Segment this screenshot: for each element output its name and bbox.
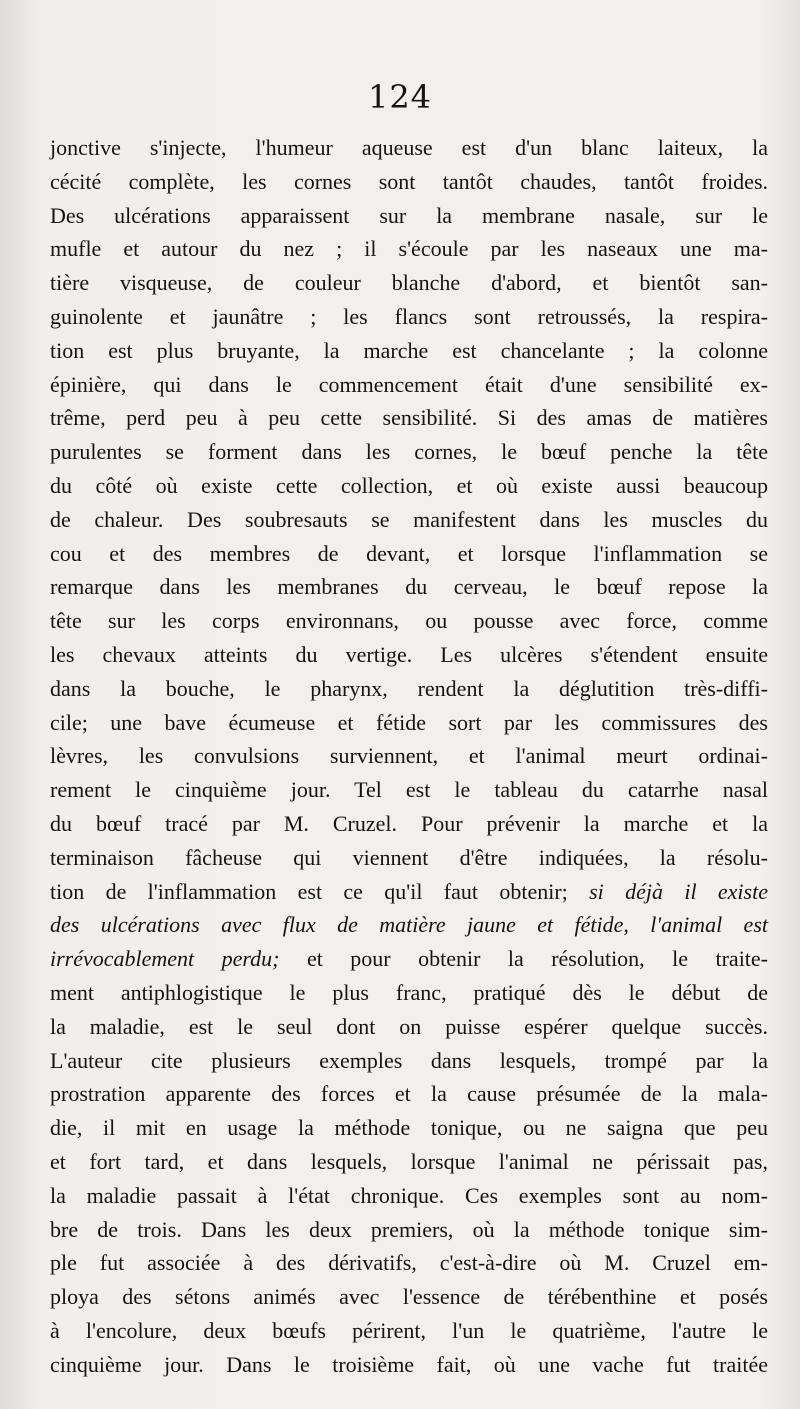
italic-text-segment: irrévocablement perdu; — [50, 946, 280, 972]
text-line: du bœuf tracé par M. Cruzel. Pour prévenir la marche et la — [50, 810, 768, 836]
text-line: tion est plus bruyante, la marche est chancelante ; la colonne — [50, 337, 768, 363]
text-line: terminaison fâcheuse qui viennent d'être indiquées, la résolu- — [50, 844, 768, 870]
text-line: du côté où existe cette collection, et où existe aussi beaucoup — [50, 472, 768, 498]
text-line: ment antiphlogistique le plus franc, pratiqué dès le début de — [50, 979, 768, 1005]
text-line: jonctive s'injecte, l'humeur aqueuse est d'un blanc laiteux, la — [50, 135, 768, 160]
text-segment: tion de l'inflammation est ce qu'il faut obtenir; — [50, 878, 590, 904]
text-line: cile; une bave écumeuse et fétide sort par les commissures des — [50, 709, 768, 735]
italic-text-segment: si déjà il existe — [589, 878, 768, 904]
text-line: cou et des membres de devant, et lorsque l'inflammation se — [50, 540, 768, 566]
text-line: la maladie passait à l'état chronique. Ces exemples sont au nom- — [50, 1182, 768, 1208]
text-line: à l'encolure, deux bœufs périrent, l'un le quatrième, l'autre le — [50, 1317, 768, 1343]
text-segment: et pour obtenir la résolution, le traite- — [279, 946, 769, 972]
text-line: cinquième jour. Dans le troisième fait, où une vache fut traitée — [50, 1351, 768, 1377]
text-line: de chaleur. Des soubresauts se manifestent dans les muscles du — [50, 506, 768, 532]
text-line: tête sur les corps environnans, ou pousse avec force, comme — [50, 608, 768, 634]
text-line: rement le cinquième jour. Tel est le tableau du catarrhe nasal — [50, 777, 768, 803]
text-line: épinière, qui dans le commencement était d'une sensibilité ex- — [50, 371, 768, 397]
text-line: mufle et autour du nez ; il s'écoule par les naseaux une ma- — [50, 236, 768, 262]
text-line: tière visqueuse, de couleur blanche d'abord, et bientôt san- — [50, 270, 768, 296]
text-line: remarque dans les membranes du cerveau, le bœuf repose la — [50, 574, 768, 600]
text-line: guinolente et jaunâtre ; les flancs sont retroussés, la respira- — [50, 303, 768, 329]
text-line: ple fut associée à des dérivatifs, c'est-à-dire où M. Cruzel em- — [50, 1250, 768, 1276]
text-line: bre de trois. Dans les deux premiers, où la méthode tonique sim- — [50, 1216, 768, 1242]
text-line: dans la bouche, le pharynx, rendent la déglutition très-diffi- — [50, 675, 768, 701]
text-line — [50, 875, 768, 909]
text-line: lèvres, les convulsions surviennent, et l'animal meurt ordinai- — [50, 743, 768, 769]
text-line: et fort tard, et dans lesquels, lorsque l'animal ne périssait pas, — [50, 1148, 768, 1174]
text-line — [50, 942, 768, 976]
text-line: trême, perd peu à peu cette sensibilité. Si des amas de matières — [50, 405, 768, 431]
text-line: ploya des sétons animés avec l'essence de térébenthine et posés — [50, 1284, 768, 1310]
text-line: Des ulcérations apparaissent sur la membrane nasale, sur le — [50, 202, 768, 228]
text-line: prostration apparente des forces et la cause présumée de la mala- — [50, 1081, 768, 1107]
text-line: les chevaux atteints du vertige. Les ulcères s'étendent ensuite — [50, 641, 768, 667]
text-line: die, il mit en usage la méthode tonique, ou ne saigna que peu — [50, 1115, 768, 1141]
text-line: cécité complète, les cornes sont tantôt chaudes, tantôt froides. — [50, 168, 768, 194]
text-line: la maladie, est le seul dont on puisse espérer quelque succès. — [50, 1013, 768, 1039]
text-line: L'auteur cite plusieurs exemples dans lesquels, trompé par la — [50, 1047, 768, 1073]
page-number: 124 — [367, 78, 433, 116]
text-line — [50, 908, 768, 942]
body-text — [50, 131, 768, 1381]
text-line: purulentes se forment dans les cornes, le bœuf penche la tête — [50, 439, 768, 465]
italic-text-segment: des ulcérations avec flux de matière jaune et fétide, l'animal est — [50, 912, 768, 938]
